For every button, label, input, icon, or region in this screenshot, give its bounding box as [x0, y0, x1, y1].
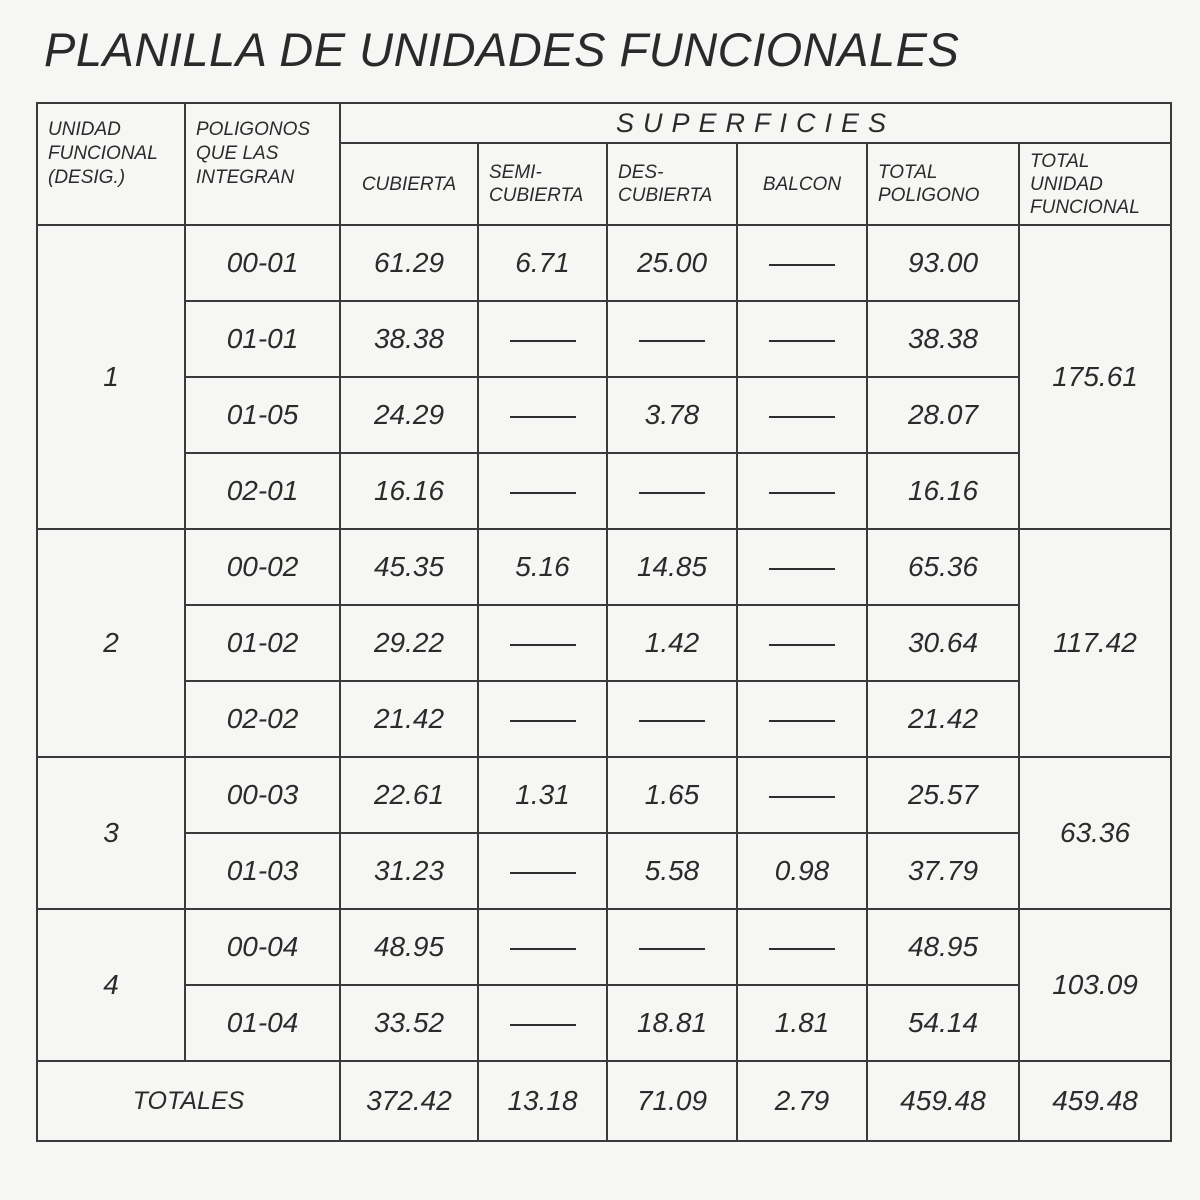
semicubierta-cell — [478, 833, 607, 909]
total-poligono-cell: 48.95 — [867, 909, 1019, 985]
totals-semicubierta: 13.18 — [478, 1061, 607, 1141]
total-poligono-cell: 21.42 — [867, 681, 1019, 757]
balcon-cell — [737, 605, 867, 681]
table-row — [37, 757, 1171, 833]
dash-mark — [510, 720, 576, 722]
cubierta-cell: 48.95 — [340, 909, 478, 985]
cubierta-cell: 21.42 — [340, 681, 478, 757]
semicubierta-cell: 6.71 — [478, 225, 607, 301]
dash-mark — [769, 492, 835, 494]
descubierta-cell — [607, 301, 737, 377]
poligono-cell: 00-01 — [185, 225, 340, 301]
cubierta-cell: 24.29 — [340, 377, 478, 453]
totals-row — [37, 1061, 1171, 1141]
header-total-poligono: TOTAL POLIGONO — [867, 143, 1019, 225]
table-row — [37, 605, 1171, 681]
descubierta-cell: 14.85 — [607, 529, 737, 605]
balcon-cell — [737, 757, 867, 833]
header-cubierta: CUBIERTA — [340, 143, 478, 225]
cubierta-cell: 45.35 — [340, 529, 478, 605]
balcon-cell — [737, 301, 867, 377]
cubierta-cell: 29.22 — [340, 605, 478, 681]
dash-mark — [769, 264, 835, 266]
total-poligono-cell: 25.57 — [867, 757, 1019, 833]
poligono-cell: 02-01 — [185, 453, 340, 529]
dash-mark — [510, 416, 576, 418]
balcon-cell — [737, 681, 867, 757]
dash-mark — [510, 948, 576, 950]
poligono-cell: 01-02 — [185, 605, 340, 681]
totals-label: TOTALES — [37, 1061, 340, 1141]
totals-total-poligono: 459.48 — [867, 1061, 1019, 1141]
cubierta-cell: 31.23 — [340, 833, 478, 909]
dash-mark — [510, 872, 576, 874]
total-poligono-cell: 37.79 — [867, 833, 1019, 909]
table-row — [37, 453, 1171, 529]
header-descubierta: DES- CUBIERTA — [607, 143, 737, 225]
dash-mark — [769, 568, 835, 570]
balcon-cell — [737, 225, 867, 301]
header-superficies: SUPERFICIES — [340, 103, 1171, 143]
dash-mark — [769, 340, 835, 342]
header-total-unidad: TOTAL UNIDAD FUNCIONAL — [1019, 143, 1171, 225]
semicubierta-cell — [478, 605, 607, 681]
poligono-cell: 02-02 — [185, 681, 340, 757]
table-row — [37, 377, 1171, 453]
table-row — [37, 301, 1171, 377]
dash-mark — [769, 644, 835, 646]
poligono-cell: 01-01 — [185, 301, 340, 377]
totals-cubierta: 372.42 — [340, 1061, 478, 1141]
cubierta-cell: 33.52 — [340, 985, 478, 1061]
table-row — [37, 681, 1171, 757]
cubierta-cell: 61.29 — [340, 225, 478, 301]
dash-mark — [769, 948, 835, 950]
semicubierta-cell — [478, 377, 607, 453]
page-title: PLANILLA DE UNIDADES FUNCIONALES — [44, 23, 960, 76]
semicubierta-cell: 5.16 — [478, 529, 607, 605]
descubierta-cell: 1.42 — [607, 605, 737, 681]
descubierta-cell: 5.58 — [607, 833, 737, 909]
dash-mark — [510, 1024, 576, 1026]
unidad-funcional-cell: 2 — [37, 529, 185, 757]
header-balcon: BALCON — [737, 143, 867, 225]
dash-mark — [639, 492, 705, 494]
table-row — [37, 225, 1171, 301]
total-unidad-cell: 103.09 — [1019, 909, 1171, 1061]
totals-descubierta: 71.09 — [607, 1061, 737, 1141]
total-poligono-cell: 93.00 — [867, 225, 1019, 301]
total-poligono-cell: 38.38 — [867, 301, 1019, 377]
semicubierta-cell — [478, 681, 607, 757]
balcon-cell — [737, 377, 867, 453]
semicubierta-cell — [478, 301, 607, 377]
descubierta-cell — [607, 453, 737, 529]
total-unidad-cell: 63.36 — [1019, 757, 1171, 909]
total-poligono-cell: 54.14 — [867, 985, 1019, 1061]
dash-mark — [639, 948, 705, 950]
semicubierta-cell — [478, 909, 607, 985]
totals-total-unidad: 459.48 — [1019, 1061, 1171, 1141]
unidad-funcional-cell: 4 — [37, 909, 185, 1061]
balcon-cell: 1.81 — [737, 985, 867, 1061]
balcon-cell — [737, 453, 867, 529]
poligono-cell: 01-05 — [185, 377, 340, 453]
dash-mark — [639, 340, 705, 342]
dash-mark — [769, 416, 835, 418]
table-body — [37, 225, 1171, 1061]
semicubierta-cell: 1.31 — [478, 757, 607, 833]
total-unidad-cell: 175.61 — [1019, 225, 1171, 529]
balcon-cell — [737, 529, 867, 605]
dash-mark — [510, 492, 576, 494]
dash-mark — [510, 340, 576, 342]
dash-mark — [639, 720, 705, 722]
dash-mark — [769, 720, 835, 722]
semicubierta-cell — [478, 453, 607, 529]
total-poligono-cell: 28.07 — [867, 377, 1019, 453]
poligono-cell: 01-04 — [185, 985, 340, 1061]
poligono-cell: 00-03 — [185, 757, 340, 833]
poligono-cell: 00-02 — [185, 529, 340, 605]
unidad-funcional-cell: 1 — [37, 225, 185, 529]
totals-balcon: 2.79 — [737, 1061, 867, 1141]
unidad-funcional-cell: 3 — [37, 757, 185, 909]
unidades-table — [36, 102, 1172, 1142]
balcon-cell — [737, 909, 867, 985]
semicubierta-cell — [478, 985, 607, 1061]
header-semicubierta: SEMI- CUBIERTA — [478, 143, 607, 225]
poligono-cell: 00-04 — [185, 909, 340, 985]
cubierta-cell: 16.16 — [340, 453, 478, 529]
dash-mark — [769, 796, 835, 798]
table-row — [37, 985, 1171, 1061]
table-row — [37, 833, 1171, 909]
table-row — [37, 909, 1171, 985]
cubierta-cell: 22.61 — [340, 757, 478, 833]
descubierta-cell: 1.65 — [607, 757, 737, 833]
total-poligono-cell: 30.64 — [867, 605, 1019, 681]
header-unidad-funcional: UNIDAD FUNCIONAL (DESIG.) — [37, 103, 185, 225]
total-poligono-cell: 16.16 — [867, 453, 1019, 529]
dash-mark — [510, 644, 576, 646]
descubierta-cell: 25.00 — [607, 225, 737, 301]
poligono-cell: 01-03 — [185, 833, 340, 909]
total-poligono-cell: 65.36 — [867, 529, 1019, 605]
header-poligonos: POLIGONOS QUE LAS INTEGRAN — [185, 103, 340, 225]
descubierta-cell: 3.78 — [607, 377, 737, 453]
descubierta-cell: 18.81 — [607, 985, 737, 1061]
table-row — [37, 529, 1171, 605]
balcon-cell: 0.98 — [737, 833, 867, 909]
descubierta-cell — [607, 681, 737, 757]
total-unidad-cell: 117.42 — [1019, 529, 1171, 757]
cubierta-cell: 38.38 — [340, 301, 478, 377]
descubierta-cell — [607, 909, 737, 985]
